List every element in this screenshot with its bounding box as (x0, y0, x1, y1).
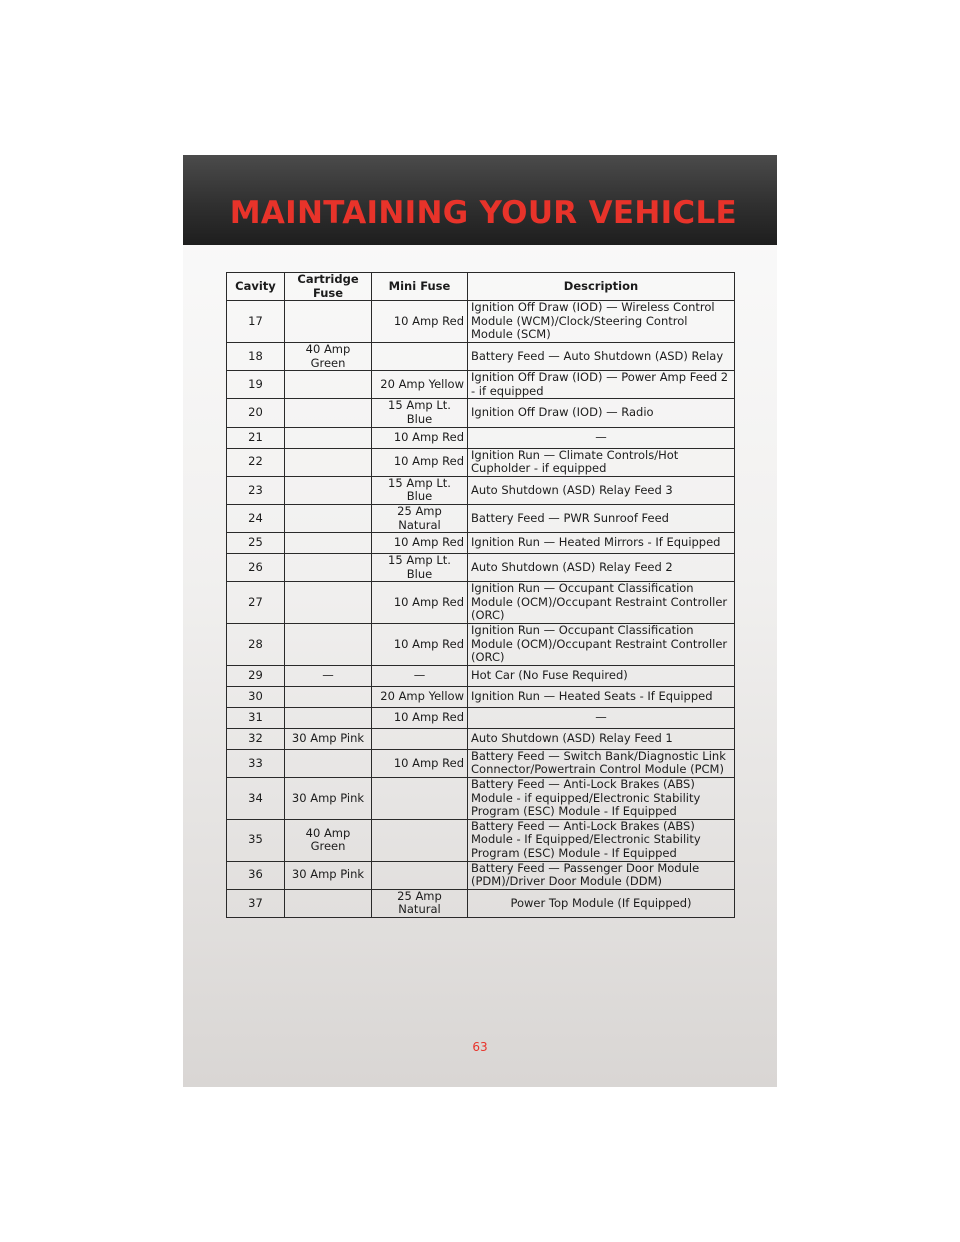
description-cell: Ignition Run — Occupant Classification Module (OCM)/Occupant Restraint Controller (ORC) (468, 624, 735, 666)
cavity-cell: 25 (227, 533, 285, 554)
mini-fuse-cell: 10 Amp Red (372, 427, 468, 448)
description-cell: Ignition Run — Heated Mirrors - If Equipped (468, 533, 735, 554)
mini-fuse-cell: 10 Amp Red (372, 533, 468, 554)
cavity-cell: 28 (227, 624, 285, 666)
cartridge-fuse-cell (285, 448, 372, 476)
cartridge-fuse-cell: 30 Amp Pink (285, 861, 372, 889)
cavity-cell: 24 (227, 504, 285, 532)
mini-fuse-cell (372, 778, 468, 820)
cartridge-fuse-cell (285, 749, 372, 777)
description-cell: Ignition Run — Heated Seats - If Equipped (468, 686, 735, 707)
description-cell: Battery Feed — Passenger Door Module (PDM)/Driver Door Module (DDM) (468, 861, 735, 889)
table-row (227, 707, 735, 728)
cartridge-fuse-cell (285, 624, 372, 666)
description-cell: Auto Shutdown (ASD) Relay Feed 3 (468, 476, 735, 504)
column-header-description: Description (468, 273, 735, 301)
manual-page (183, 155, 777, 1087)
table-row (227, 476, 735, 504)
mini-fuse-cell: 15 Amp Lt. Blue (372, 399, 468, 427)
column-header-cavity: Cavity (227, 273, 285, 301)
cartridge-fuse-cell (285, 533, 372, 554)
table-row (227, 504, 735, 532)
mini-fuse-cell (372, 342, 468, 370)
description-cell: Ignition Off Draw (IOD) — Wireless Control Module (WCM)/Clock/Steering Control Module (SCM) (468, 301, 735, 343)
cavity-cell: 21 (227, 427, 285, 448)
cartridge-fuse-cell (285, 707, 372, 728)
cartridge-fuse-cell: 30 Amp Pink (285, 778, 372, 820)
cavity-cell: 35 (227, 819, 285, 861)
mini-fuse-cell: 15 Amp Lt. Blue (372, 554, 468, 582)
description-cell: Auto Shutdown (ASD) Relay Feed 1 (468, 728, 735, 749)
cartridge-fuse-cell: 40 Amp Green (285, 342, 372, 370)
cartridge-fuse-cell (285, 371, 372, 399)
cavity-cell: 22 (227, 448, 285, 476)
cartridge-fuse-cell (285, 301, 372, 343)
description-cell: Battery Feed — Anti-Lock Brakes (ABS) Module - if equipped/Electronic Stability Program (ESC) Module - If Equipped (468, 778, 735, 820)
cartridge-fuse-cell: 30 Amp Pink (285, 728, 372, 749)
cavity-cell: 18 (227, 342, 285, 370)
mini-fuse-cell: 25 Amp Natural (372, 889, 468, 917)
description-cell: Auto Shutdown (ASD) Relay Feed 2 (468, 554, 735, 582)
section-title: MAINTAINING YOUR VEHICLE (229, 195, 737, 231)
mini-fuse-cell: 15 Amp Lt. Blue (372, 476, 468, 504)
table-row (227, 582, 735, 624)
description-cell: Ignition Off Draw (IOD) — Power Amp Feed 2 - if equipped (468, 371, 735, 399)
mini-fuse-cell (372, 819, 468, 861)
table-row (227, 686, 735, 707)
cavity-cell: 33 (227, 749, 285, 777)
table-row (227, 624, 735, 666)
cavity-cell: 37 (227, 889, 285, 917)
cavity-cell: 29 (227, 665, 285, 686)
mini-fuse-cell: 10 Amp Red (372, 749, 468, 777)
table-row (227, 728, 735, 749)
cavity-cell: 17 (227, 301, 285, 343)
mini-fuse-cell: 10 Amp Red (372, 707, 468, 728)
table-row (227, 533, 735, 554)
description-cell: Ignition Run — Occupant Classification Module (OCM)/Occupant Restraint Controller (ORC) (468, 582, 735, 624)
cartridge-fuse-cell (285, 427, 372, 448)
cavity-cell: 36 (227, 861, 285, 889)
cartridge-fuse-cell: — (285, 665, 372, 686)
cavity-cell: 19 (227, 371, 285, 399)
cavity-cell: 20 (227, 399, 285, 427)
mini-fuse-cell: 10 Amp Red (372, 448, 468, 476)
cavity-cell: 26 (227, 554, 285, 582)
table-row (227, 889, 735, 917)
cavity-cell: 23 (227, 476, 285, 504)
table-row (227, 819, 735, 861)
table-row (227, 399, 735, 427)
mini-fuse-cell: 10 Amp Red (372, 582, 468, 624)
cartridge-fuse-cell (285, 582, 372, 624)
description-cell: — (468, 427, 735, 448)
table-row (227, 554, 735, 582)
description-cell: Power Top Module (If Equipped) (468, 889, 735, 917)
column-header-cartridge-fuse: Cartridge Fuse (285, 273, 372, 301)
fuse-table (226, 272, 735, 918)
mini-fuse-cell: 10 Amp Red (372, 301, 468, 343)
description-cell: Battery Feed — PWR Sunroof Feed (468, 504, 735, 532)
table-row (227, 301, 735, 343)
mini-fuse-cell: 20 Amp Yellow (372, 686, 468, 707)
cavity-cell: 32 (227, 728, 285, 749)
mini-fuse-cell: 10 Amp Red (372, 624, 468, 666)
cavity-cell: 27 (227, 582, 285, 624)
description-cell: Ignition Run — Climate Controls/Hot Cupholder - if equipped (468, 448, 735, 476)
table-row (227, 371, 735, 399)
table-row (227, 749, 735, 777)
cartridge-fuse-cell (285, 554, 372, 582)
column-header-mini-fuse: Mini Fuse (372, 273, 468, 301)
cavity-cell: 31 (227, 707, 285, 728)
cartridge-fuse-cell (285, 686, 372, 707)
table-row (227, 778, 735, 820)
mini-fuse-cell: — (372, 665, 468, 686)
description-cell: Battery Feed — Switch Bank/Diagnostic Link Connector/Powertrain Control Module (PCM) (468, 749, 735, 777)
cavity-cell: 30 (227, 686, 285, 707)
mini-fuse-cell: 20 Amp Yellow (372, 371, 468, 399)
description-cell: Ignition Off Draw (IOD) — Radio (468, 399, 735, 427)
table-row (227, 448, 735, 476)
cartridge-fuse-cell (285, 504, 372, 532)
table-row (227, 342, 735, 370)
table-row (227, 665, 735, 686)
description-cell: Battery Feed — Auto Shutdown (ASD) Relay (468, 342, 735, 370)
table-row (227, 861, 735, 889)
mini-fuse-cell (372, 861, 468, 889)
mini-fuse-cell (372, 728, 468, 749)
cartridge-fuse-cell (285, 889, 372, 917)
mini-fuse-cell: 25 Amp Natural (372, 504, 468, 532)
table-header-row (227, 273, 735, 301)
cavity-cell: 34 (227, 778, 285, 820)
description-cell: — (468, 707, 735, 728)
description-cell: Battery Feed — Anti-Lock Brakes (ABS) Module - If Equipped/Electronic Stability Program (ESC) Module - If Equipped (468, 819, 735, 861)
page-number: 63 (472, 1040, 488, 1054)
fuse-table-body (227, 301, 735, 918)
table-row (227, 427, 735, 448)
cartridge-fuse-cell (285, 399, 372, 427)
cartridge-fuse-cell: 40 Amp Green (285, 819, 372, 861)
cartridge-fuse-cell (285, 476, 372, 504)
section-header-band (183, 155, 777, 245)
description-cell: Hot Car (No Fuse Required) (468, 665, 735, 686)
